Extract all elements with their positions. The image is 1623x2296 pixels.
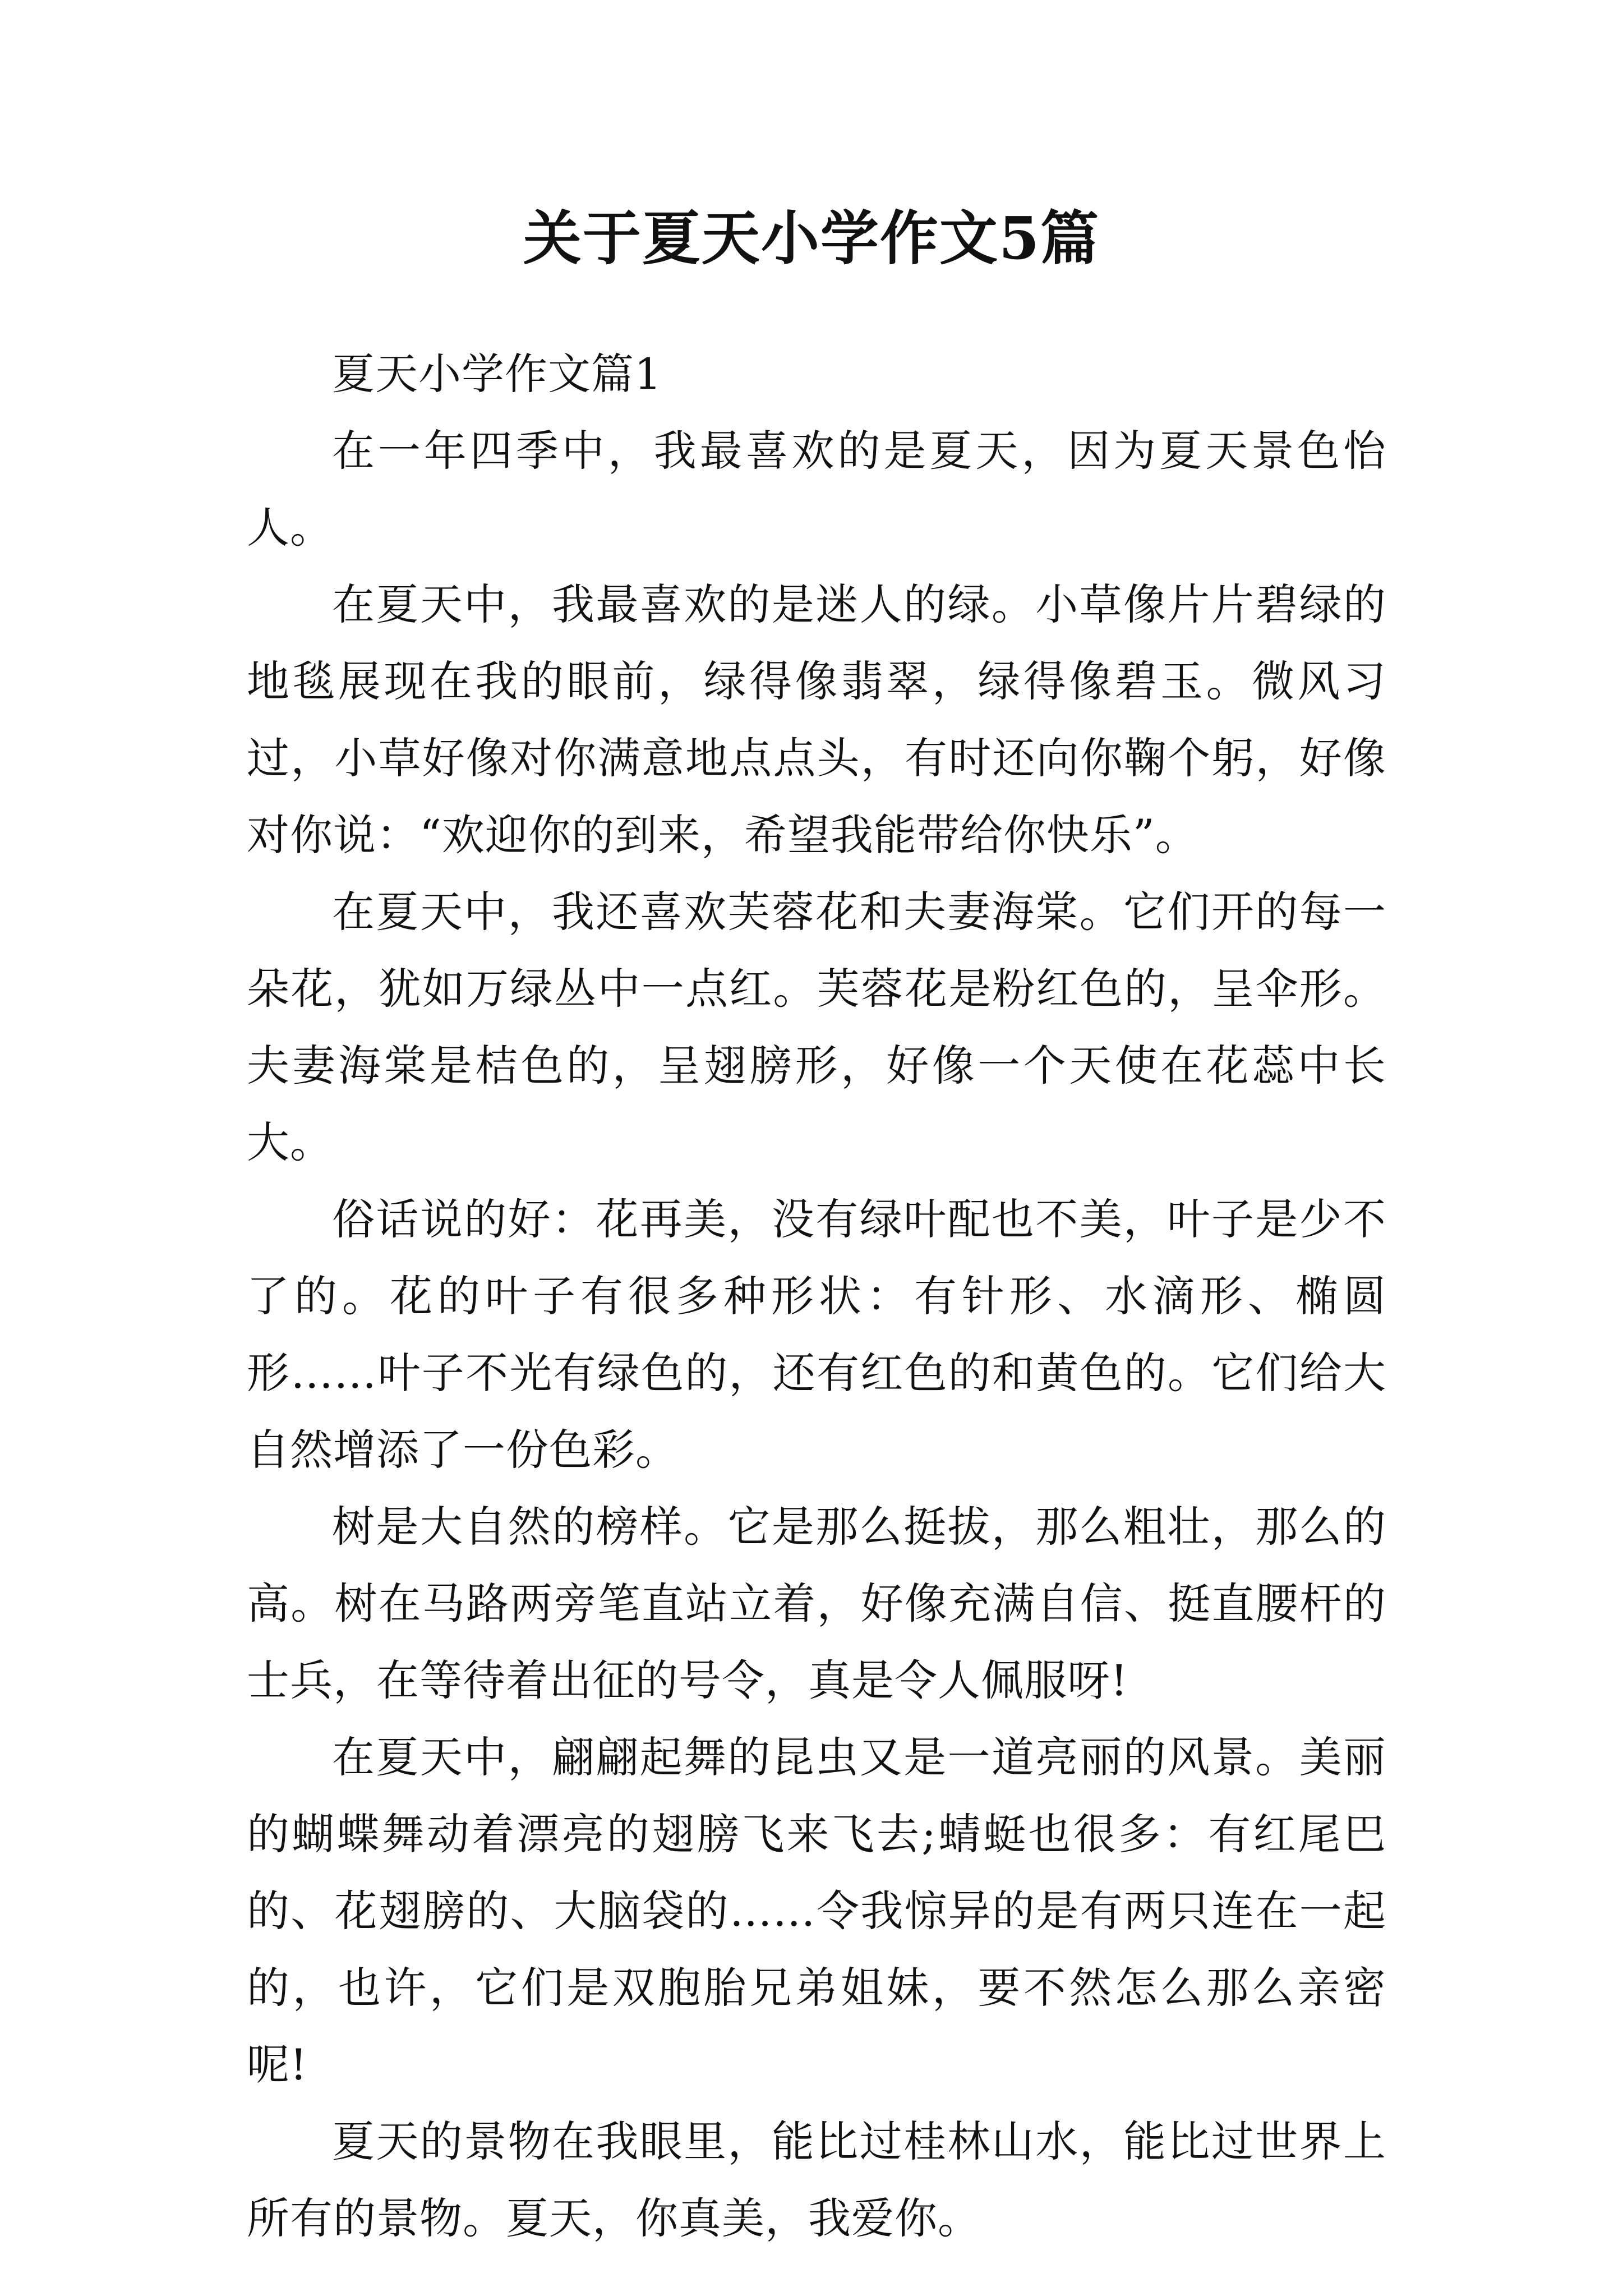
paragraph: 树是大自然的榜样。它是那么挺拔，那么粗壮，那么的高。树在马路两旁笔直站立着，好像充满自信、挺直腰杆的士兵，在等待着出征的号令，真是令人佩服呀! (247, 1502, 1386, 1705)
document-title: 关于夏天小学作文5篇 (523, 204, 1100, 273)
document-body (247, 335, 1386, 2257)
paragraph: 在夏天中，我最喜欢的是迷人的绿。小草像片片碧绿的地毯展现在我的眼前，绿得像翡翠，绿得像碧玉。微风习过，小草好像对你满意地点点头，有时还向你鞠个躬，好像对你说：“欢迎你的到来，希望我能带给你快乐”。 (247, 579, 1386, 860)
paragraph: 夏天的景物在我眼里，能比过桂林山水，能比过世界上所有的景物。夏天，你真美，我爱你。 (247, 2116, 1386, 2243)
paragraph: 在夏天中，翩翩起舞的昆虫又是一道亮丽的风景。美丽的蝴蝶舞动着漂亮的翅膀飞来飞去;蜻蜓也很多：有红尾巴的、花翅膀的、大脑袋的……令我惊异的是有两只连在一起的，也许，它们是双胞胎兄弟姐妹，要不然怎么那么亲密呢! (247, 1732, 1386, 2090)
section-heading: 夏天小学作文篇1 (332, 349, 662, 399)
paragraph: 在夏天中，我还喜欢芙蓉花和夫妻海棠。它们开的每一朵花，犹如万绿丛中一点红。芙蓉花是粉红色的，呈伞形。夫妻海棠是桔色的，呈翅膀形，好像一个天使在花蕊中长大。 (247, 887, 1386, 1167)
paragraph: 俗话说的好：花再美，没有绿叶配也不美，叶子是少不了的。花的叶子有很多种形状：有针形、水滴形、椭圆形……叶子不光有绿色的，还有红色的和黄色的。它们给大自然增添了一份色彩。 (247, 1194, 1386, 1475)
paragraph: 在一年四季中，我最喜欢的是夏天，因为夏天景色怡人。 (247, 426, 1386, 553)
